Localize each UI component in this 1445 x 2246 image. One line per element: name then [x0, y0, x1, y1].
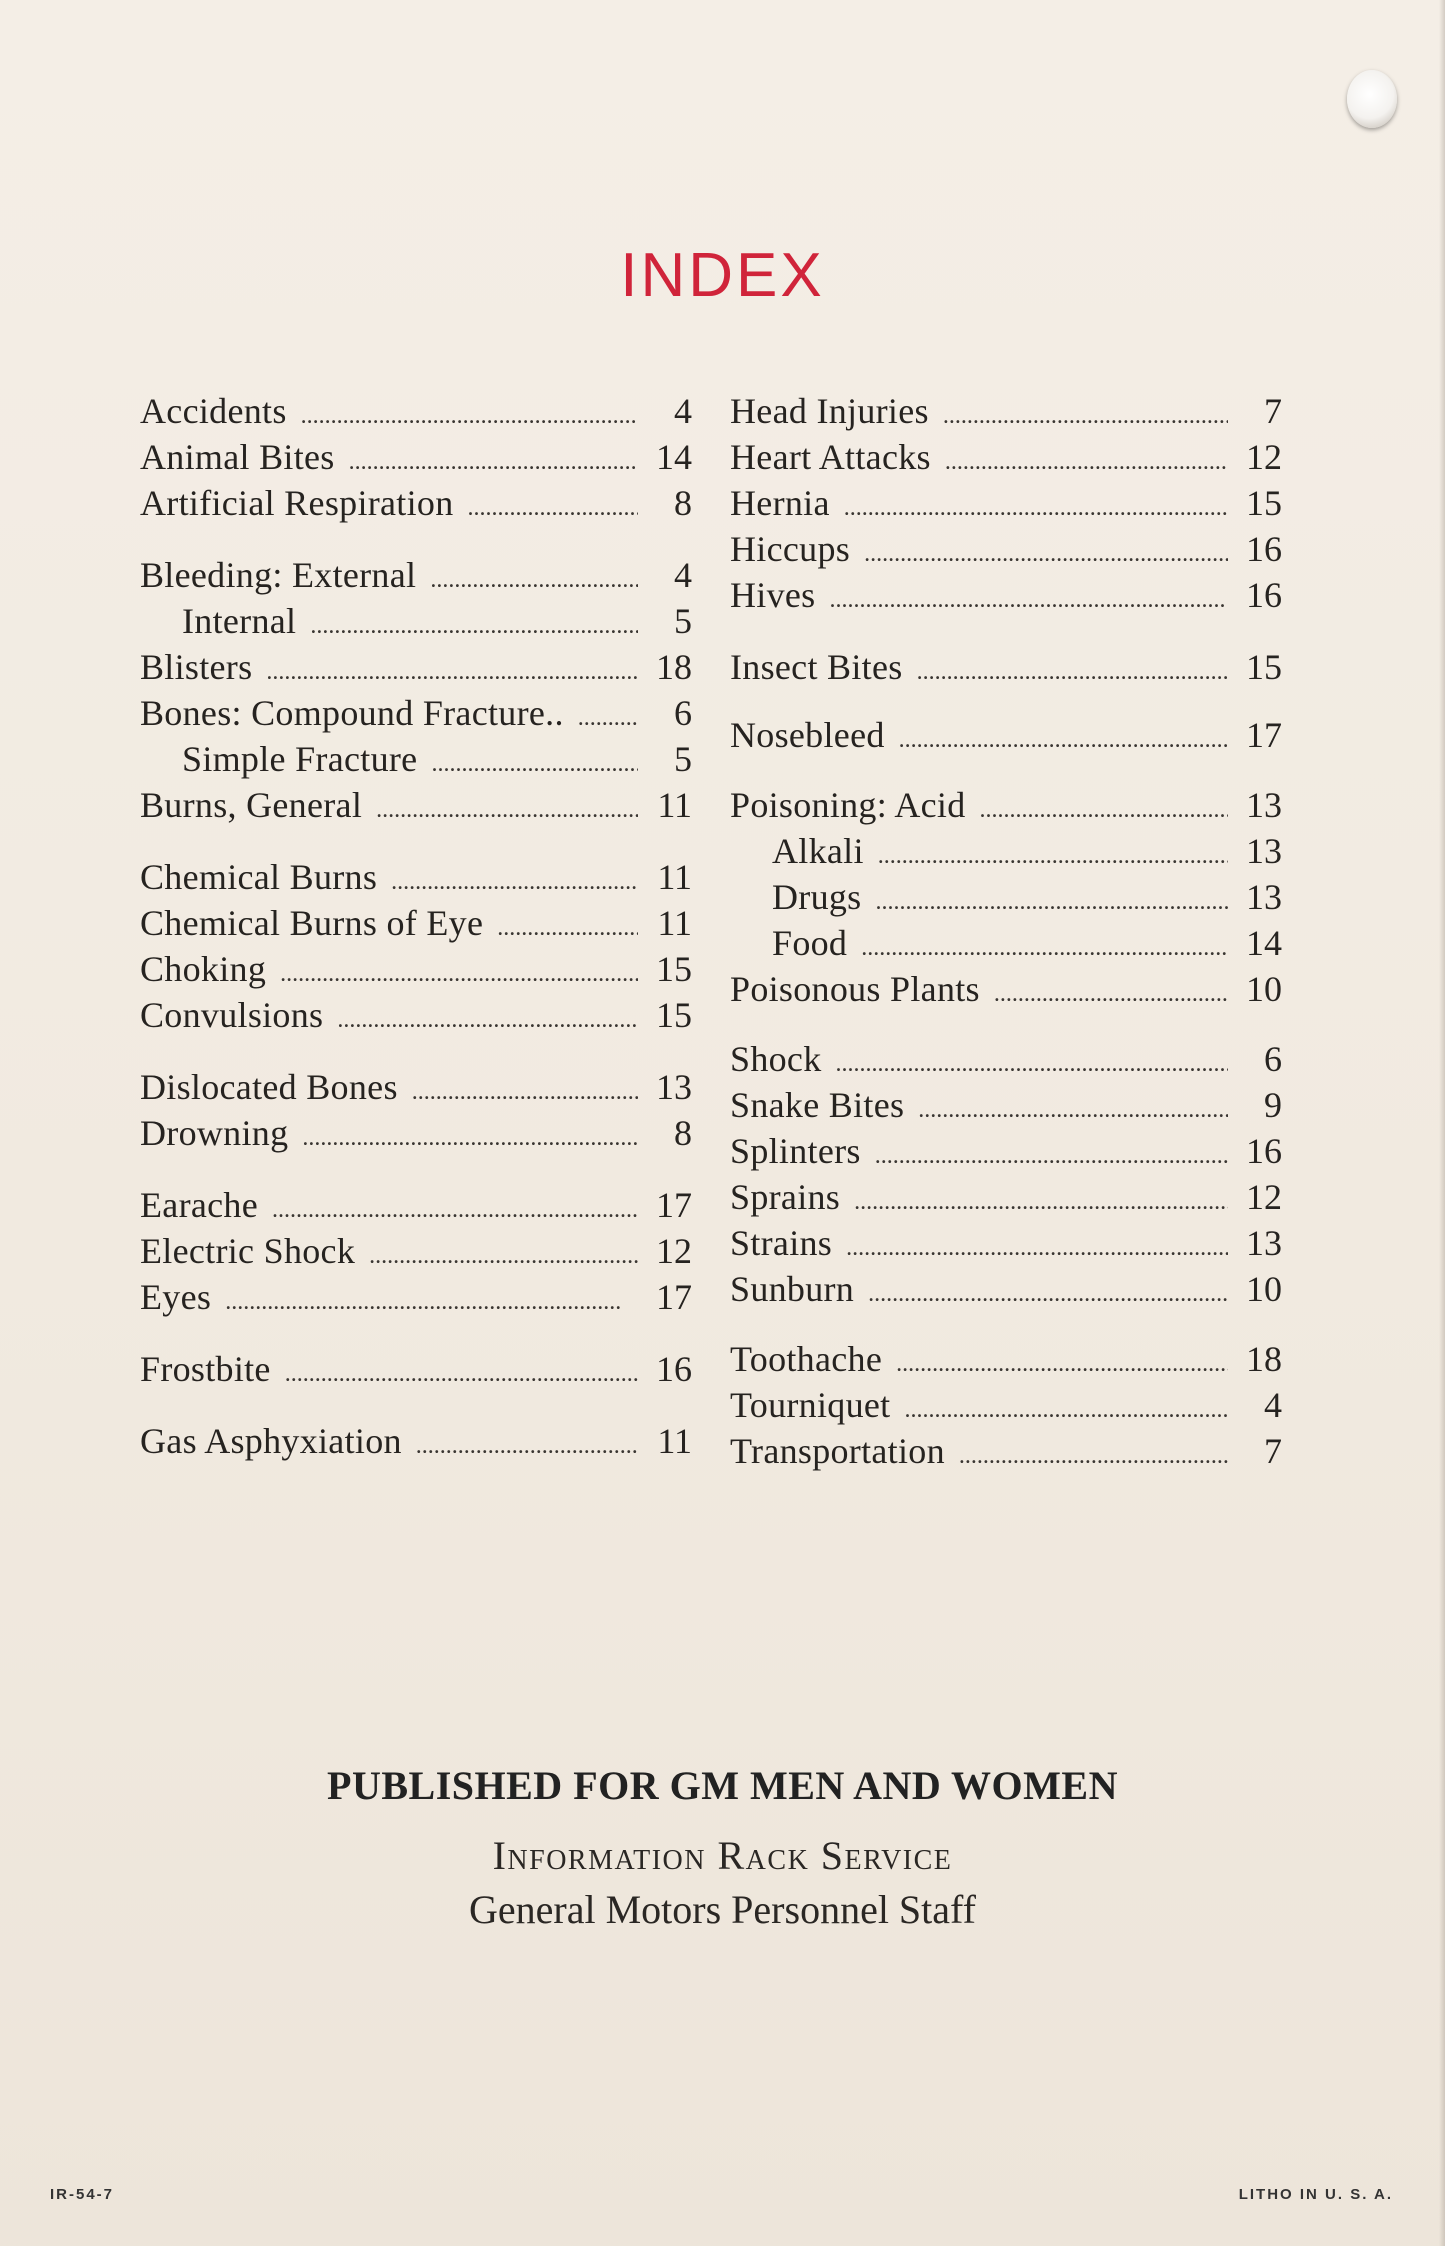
dot-leader — [918, 1087, 1228, 1133]
entry-page-number: 11 — [657, 903, 692, 943]
form-code: IR-54-7 — [50, 2186, 115, 2203]
dot-leader — [349, 439, 638, 485]
index-entry — [140, 1346, 692, 1392]
index-entry — [730, 388, 1282, 434]
entry-page-number: 16 — [1246, 1131, 1282, 1171]
entry-label: Snake Bites — [730, 1085, 905, 1125]
dot-leader — [868, 1271, 1228, 1317]
entry-page-number: 14 — [1246, 923, 1282, 963]
entry-page-number: 13 — [1246, 1223, 1282, 1263]
entry-page-number: 6 — [1264, 1039, 1282, 1079]
entry-label: Eyes — [140, 1277, 212, 1317]
publisher-line: PUBLISHED FOR GM MEN AND WOMEN — [327, 1763, 1118, 1808]
entry-page-number: 16 — [656, 1349, 692, 1389]
index-entry — [730, 966, 1282, 1012]
entry-label: Insect Bites — [730, 647, 903, 687]
entry-page-number: 8 — [674, 483, 692, 523]
index-entry — [730, 1174, 1282, 1220]
entry-page-number: 18 — [656, 647, 692, 687]
entry-page-number: 13 — [1246, 877, 1282, 917]
index-entry — [730, 1266, 1282, 1312]
entry-page-number: 11 — [657, 1421, 692, 1461]
entry-label: Poisoning: Acid — [730, 785, 966, 825]
page-title: INDEX — [620, 241, 825, 310]
index-entry — [730, 874, 1282, 920]
entry-page-number: 18 — [1246, 1339, 1282, 1379]
dot-leader — [337, 997, 638, 1043]
dot-leader — [416, 1423, 638, 1469]
entry-page-number: 15 — [656, 995, 692, 1035]
index-entry — [140, 736, 692, 782]
entry-page-number: 8 — [674, 1113, 692, 1153]
index-entry — [140, 900, 692, 946]
dot-leader — [959, 1433, 1228, 1479]
index-entry — [730, 1382, 1282, 1428]
dot-leader — [917, 649, 1228, 695]
entry-page-number: 11 — [657, 785, 692, 825]
entry-label: Hives — [730, 575, 816, 615]
index-entry — [730, 782, 1282, 828]
dot-leader — [430, 557, 638, 603]
index-entry — [730, 1128, 1282, 1174]
entry-page-number: 15 — [1246, 647, 1282, 687]
dot-leader — [280, 951, 638, 997]
index-entry — [730, 920, 1282, 966]
index-entry — [730, 1220, 1282, 1266]
entry-label: Shock — [730, 1039, 822, 1079]
entry-page-number: 14 — [656, 437, 692, 477]
entry-page-number: 16 — [1246, 575, 1282, 615]
entry-label: Alkali — [772, 831, 864, 871]
entry-label: Drowning — [140, 1113, 289, 1153]
dot-leader — [980, 787, 1228, 833]
dot-leader — [310, 603, 638, 649]
entry-page-number: 15 — [656, 949, 692, 989]
index-entry — [140, 946, 692, 992]
entry-label: Earache — [140, 1185, 258, 1225]
entry-page-number: 10 — [1246, 1269, 1282, 1309]
entry-page-number: 15 — [1246, 483, 1282, 523]
entry-label: Animal Bites — [140, 437, 335, 477]
dot-leader — [266, 649, 638, 695]
entry-label: Sprains — [730, 1177, 841, 1217]
entry-page-number: 16 — [1246, 529, 1282, 569]
dot-leader — [943, 393, 1228, 439]
entry-page-number: 17 — [656, 1185, 692, 1225]
index-entry — [730, 1428, 1282, 1474]
index-entry — [140, 1064, 692, 1110]
index-entry — [140, 552, 692, 598]
entry-label: Chemical Burns of Eye — [140, 903, 484, 943]
punch-hole — [1347, 70, 1397, 128]
index-entry — [140, 1274, 692, 1320]
entry-label: Bleeding: External — [140, 555, 417, 595]
index-entry — [140, 434, 692, 480]
entry-page-number: 17 — [656, 1277, 692, 1317]
staff-line: General Motors Personnel Staff — [469, 1887, 976, 1932]
dot-leader — [468, 485, 638, 531]
entry-label: Simple Fracture — [182, 739, 418, 779]
entry-page-number: 13 — [1246, 831, 1282, 871]
entry-page-number: 13 — [656, 1067, 692, 1107]
entry-label: Internal — [182, 601, 297, 641]
index-entry — [140, 1110, 692, 1156]
dot-leader — [846, 1225, 1228, 1271]
entry-label: Nosebleed — [730, 715, 885, 755]
index-entry — [140, 388, 692, 434]
index-entry — [140, 992, 692, 1038]
entry-page-number: 10 — [1246, 969, 1282, 1009]
index-entry — [730, 526, 1282, 572]
entry-label: Strains — [730, 1223, 833, 1263]
dot-leader — [864, 531, 1228, 577]
entry-page-number: 13 — [1246, 785, 1282, 825]
entry-page-number: 7 — [1264, 1431, 1282, 1471]
dot-leader — [431, 741, 638, 787]
entry-label: Blisters — [140, 647, 253, 687]
dot-leader — [904, 1387, 1228, 1433]
index-entry — [730, 712, 1282, 758]
dot-leader — [578, 695, 638, 741]
dot-leader — [861, 925, 1228, 971]
entry-page-number: 4 — [1264, 1385, 1282, 1425]
dot-leader — [391, 859, 638, 905]
index-entry — [140, 480, 692, 526]
entry-label: Dislocated Bones — [140, 1067, 398, 1107]
entry-label: Convulsions — [140, 995, 324, 1035]
index-entry — [730, 572, 1282, 618]
entry-page-number: 5 — [674, 601, 692, 641]
dot-leader — [878, 833, 1228, 879]
dot-leader — [376, 787, 638, 833]
index-entry — [730, 480, 1282, 526]
index-entry — [730, 434, 1282, 480]
service-line: Information Rack Service — [492, 1833, 953, 1878]
entry-label: Splinters — [730, 1131, 861, 1171]
dot-leader — [412, 1069, 638, 1115]
entry-label: Accidents — [140, 391, 287, 431]
entry-page-number: 5 — [674, 739, 692, 779]
index-entry — [140, 1182, 692, 1228]
dot-leader — [302, 1115, 638, 1161]
index-entry — [140, 644, 692, 690]
index-entry — [140, 1228, 692, 1274]
index-entry — [730, 1336, 1282, 1382]
entry-label: Electric Shock — [140, 1231, 356, 1271]
entry-label: Hiccups — [730, 529, 851, 569]
entry-label: Heart Attacks — [730, 437, 931, 477]
dot-leader — [272, 1187, 638, 1233]
index-entry — [140, 782, 692, 828]
entry-label: Chemical Burns — [140, 857, 378, 897]
dot-leader — [369, 1233, 638, 1279]
entry-label: Toothache — [730, 1339, 883, 1379]
entry-page-number: 12 — [656, 1231, 692, 1271]
entry-label: Transportation — [730, 1431, 945, 1471]
dot-leader — [836, 1041, 1229, 1087]
entry-label: Food — [772, 923, 848, 963]
entry-label: Hernia — [730, 483, 830, 523]
entry-page-number: 9 — [1264, 1085, 1282, 1125]
entry-label: Frostbite — [140, 1349, 271, 1389]
entry-label: Gas Asphyxiation — [140, 1421, 402, 1461]
dot-leader — [994, 971, 1228, 1017]
dot-leader — [876, 879, 1229, 925]
entry-label: Head Injuries — [730, 391, 929, 431]
entry-label: Burns, General — [140, 785, 363, 825]
dot-leader — [875, 1133, 1228, 1179]
index-entry — [730, 1082, 1282, 1128]
dot-leader — [830, 577, 1229, 623]
dot-leader — [844, 485, 1228, 531]
entry-page-number: 12 — [1246, 1177, 1282, 1217]
dot-leader — [301, 393, 638, 439]
dot-leader — [945, 439, 1228, 485]
dot-leader — [285, 1351, 638, 1397]
entry-page-number: 6 — [674, 693, 692, 733]
dot-leader — [896, 1341, 1228, 1387]
dot-leader — [497, 905, 638, 951]
dot-leader — [854, 1179, 1228, 1225]
entry-label: Sunburn — [730, 1269, 855, 1309]
entry-page-number: 4 — [674, 391, 692, 431]
index-entry — [140, 1418, 692, 1464]
index-entry — [730, 828, 1282, 874]
entry-label: Artificial Respiration — [140, 483, 454, 523]
entry-label: Bones: Compound Fracture.. — [140, 693, 564, 733]
entry-label: Poisonous Plants — [730, 969, 980, 1009]
index-entry — [140, 854, 692, 900]
entry-page-number: 4 — [674, 555, 692, 595]
index-entry — [140, 690, 692, 736]
entry-page-number: 7 — [1264, 391, 1282, 431]
index-entry — [730, 1036, 1282, 1082]
entry-page-number: 11 — [657, 857, 692, 897]
entry-label: Choking — [140, 949, 267, 989]
index-entry — [730, 644, 1282, 690]
print-note: LITHO IN U. S. A. — [1238, 2186, 1393, 2203]
entry-label: Drugs — [772, 877, 862, 917]
entry-page-number: 17 — [1246, 715, 1282, 755]
dot-leader — [225, 1279, 638, 1325]
index-entry — [140, 598, 692, 644]
entry-label: Tourniquet — [730, 1385, 891, 1425]
entry-page-number: 12 — [1246, 437, 1282, 477]
dot-leader — [899, 717, 1228, 763]
